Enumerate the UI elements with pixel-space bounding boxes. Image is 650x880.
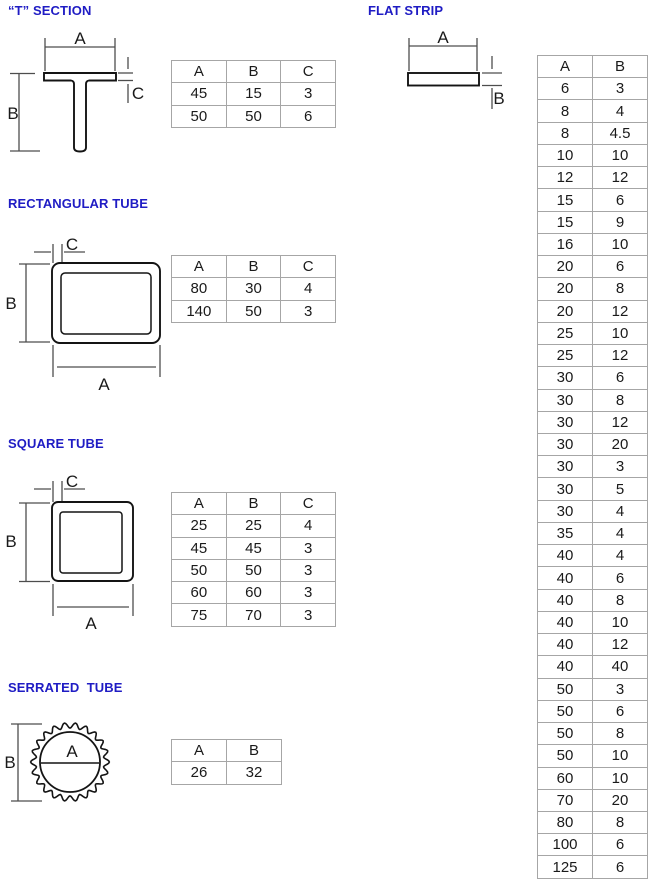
dim-label-b: B xyxy=(493,89,505,108)
table-cell: 140 xyxy=(172,300,227,322)
table-cell: 30 xyxy=(538,456,593,478)
dim-label-b: B xyxy=(4,753,16,772)
table-row xyxy=(538,389,648,411)
table-cell: 32 xyxy=(227,762,282,784)
table-cell: 9 xyxy=(593,211,648,233)
table-cell: 25 xyxy=(172,515,227,537)
table-cell: 12 xyxy=(538,167,593,189)
table-cell: 50 xyxy=(172,559,227,581)
table-cell: 35 xyxy=(538,522,593,544)
table-cell: 6 xyxy=(593,367,648,389)
table-row xyxy=(538,167,648,189)
table-cell: 10 xyxy=(593,144,648,166)
table-cell: 30 xyxy=(538,389,593,411)
table-row xyxy=(538,478,648,500)
table-row xyxy=(172,604,336,626)
column-header: B xyxy=(226,61,281,83)
table-row xyxy=(538,545,648,567)
table-row xyxy=(172,537,336,559)
table-row xyxy=(172,278,336,300)
table-cell: 6 xyxy=(593,189,648,211)
table-cell: 12 xyxy=(593,300,648,322)
table-cell: 12 xyxy=(593,167,648,189)
column-header: B xyxy=(226,493,281,515)
table-cell: 8 xyxy=(593,811,648,833)
table-row xyxy=(538,656,648,678)
table-cell: 30 xyxy=(538,500,593,522)
table-cell: 40 xyxy=(538,567,593,589)
table-cell: 26 xyxy=(172,762,227,784)
column-header: A xyxy=(172,740,227,762)
table-cell: 6 xyxy=(593,834,648,856)
table-row xyxy=(538,211,648,233)
rectangular-tube-outer-shape xyxy=(52,263,160,343)
table-cell: 4 xyxy=(593,522,648,544)
table-row xyxy=(538,100,648,122)
table-cell: 6 xyxy=(593,856,648,878)
table-cell: 12 xyxy=(593,634,648,656)
table-cell: 6 xyxy=(281,105,336,127)
table-cell: 10 xyxy=(593,233,648,255)
table-cell: 30 xyxy=(538,433,593,455)
table-cell: 20 xyxy=(593,789,648,811)
table-cell: 45 xyxy=(172,83,227,105)
dim-label-c: C xyxy=(65,235,79,254)
dim-label-a: A xyxy=(437,28,449,47)
table-cell: 6 xyxy=(593,256,648,278)
column-header: C xyxy=(281,493,336,515)
flat-strip-title: FLAT STRIP xyxy=(368,3,444,18)
table-cell: 8 xyxy=(538,122,593,144)
table-row xyxy=(538,256,648,278)
table-row xyxy=(172,300,336,322)
table-row xyxy=(538,345,648,367)
table-row xyxy=(538,433,648,455)
column-header: C xyxy=(281,61,336,83)
table-row xyxy=(538,144,648,166)
table-cell: 60 xyxy=(538,767,593,789)
table-cell: 60 xyxy=(226,582,281,604)
header-row xyxy=(172,493,336,515)
table-cell: 6 xyxy=(593,567,648,589)
table-row xyxy=(538,834,648,856)
table-row xyxy=(172,762,282,784)
table-cell: 3 xyxy=(281,604,336,626)
column-header: C xyxy=(281,256,336,278)
table-cell: 12 xyxy=(593,345,648,367)
header-row xyxy=(172,740,282,762)
serrated-tube-diagram xyxy=(0,700,135,815)
table-row xyxy=(538,789,648,811)
t-profile-shape xyxy=(44,73,116,152)
column-header: B xyxy=(593,56,648,78)
column-header: B xyxy=(226,256,281,278)
square-tube-table xyxy=(171,492,336,627)
rectangular-tube-title: RECTANGULAR TUBE xyxy=(8,196,149,211)
table-cell: 3 xyxy=(593,78,648,100)
table-cell: 80 xyxy=(538,811,593,833)
table-cell: 20 xyxy=(538,300,593,322)
t-section-title: “T” SECTION xyxy=(8,3,92,18)
table-cell: 4 xyxy=(281,515,336,537)
column-header: A xyxy=(172,256,227,278)
table-row xyxy=(538,678,648,700)
table-cell: 25 xyxy=(538,345,593,367)
column-header: A xyxy=(538,56,593,78)
table-cell: 20 xyxy=(538,278,593,300)
table-cell: 50 xyxy=(538,678,593,700)
table-cell: 3 xyxy=(593,456,648,478)
table-cell: 30 xyxy=(538,478,593,500)
table-cell: 10 xyxy=(593,767,648,789)
table-row xyxy=(538,322,648,344)
table-cell: 25 xyxy=(538,322,593,344)
table-cell: 3 xyxy=(281,300,336,322)
table-cell: 45 xyxy=(172,537,227,559)
table-cell: 50 xyxy=(172,105,227,127)
table-cell: 40 xyxy=(538,634,593,656)
column-header: B xyxy=(227,740,282,762)
table-row xyxy=(538,233,648,255)
table-cell: 10 xyxy=(593,745,648,767)
table-row xyxy=(538,611,648,633)
dim-label-b: B xyxy=(5,532,17,551)
table-row xyxy=(538,856,648,878)
table-row xyxy=(538,767,648,789)
square-tube-diagram xyxy=(0,465,150,635)
table-row xyxy=(538,567,648,589)
table-row xyxy=(538,634,648,656)
table-row xyxy=(538,300,648,322)
table-row xyxy=(172,559,336,581)
header-row xyxy=(172,61,336,83)
table-cell: 10 xyxy=(538,144,593,166)
dim-label-a: A xyxy=(98,375,110,394)
table-row xyxy=(538,745,648,767)
table-row xyxy=(538,589,648,611)
header-row xyxy=(538,56,648,78)
table-row xyxy=(172,105,336,127)
t-section-table xyxy=(171,60,336,128)
table-cell: 50 xyxy=(226,300,281,322)
rectangular-tube-diagram xyxy=(0,230,170,395)
table-cell: 4 xyxy=(281,278,336,300)
table-row xyxy=(538,278,648,300)
table-row xyxy=(538,367,648,389)
serrated-tube-table xyxy=(171,739,282,785)
table-cell: 4 xyxy=(593,500,648,522)
table-cell: 3 xyxy=(281,582,336,604)
table-cell: 80 xyxy=(172,278,227,300)
table-cell: 8 xyxy=(593,589,648,611)
table-cell: 3 xyxy=(281,83,336,105)
table-cell: 50 xyxy=(538,700,593,722)
table-row xyxy=(538,811,648,833)
square-tube-outer-shape xyxy=(52,502,133,581)
table-cell: 70 xyxy=(226,604,281,626)
t-section-dimension-lines xyxy=(10,38,133,151)
table-cell: 15 xyxy=(538,211,593,233)
table-cell: 10 xyxy=(593,611,648,633)
dim-label-c: C xyxy=(131,84,145,103)
flat-strip-diagram xyxy=(390,25,515,120)
table-cell: 10 xyxy=(593,322,648,344)
table-cell: 15 xyxy=(226,83,281,105)
table-cell: 6 xyxy=(593,700,648,722)
table-row xyxy=(538,522,648,544)
table-row xyxy=(172,582,336,604)
serrated-tube-title: SERRATED TUBE xyxy=(8,680,123,695)
table-cell: 3 xyxy=(281,559,336,581)
header-row xyxy=(172,256,336,278)
dim-label-a: A xyxy=(74,29,86,48)
table-cell: 40 xyxy=(538,589,593,611)
dim-label-a: A xyxy=(85,614,97,633)
square-tube-title: SQUARE TUBE xyxy=(8,436,104,451)
table-row xyxy=(172,83,336,105)
table-cell: 5 xyxy=(593,478,648,500)
table-cell: 8 xyxy=(593,723,648,745)
t-section-diagram xyxy=(5,28,155,163)
table-cell: 60 xyxy=(172,582,227,604)
column-header: A xyxy=(172,61,227,83)
table-cell: 8 xyxy=(538,100,593,122)
rectangular-tube-table xyxy=(171,255,336,323)
table-cell: 25 xyxy=(226,515,281,537)
table-cell: 6 xyxy=(538,78,593,100)
table-cell: 15 xyxy=(538,189,593,211)
table-cell: 70 xyxy=(538,789,593,811)
dim-label-a: A xyxy=(66,742,78,761)
flat-strip-shape xyxy=(408,73,479,86)
table-cell: 20 xyxy=(538,256,593,278)
table-cell: 8 xyxy=(593,278,648,300)
table-cell: 40 xyxy=(538,545,593,567)
table-cell: 50 xyxy=(226,105,281,127)
table-row xyxy=(538,456,648,478)
table-cell: 12 xyxy=(593,411,648,433)
table-cell: 40 xyxy=(538,611,593,633)
dim-label-b: B xyxy=(7,104,19,123)
flat-strip-table xyxy=(537,55,648,879)
table-cell: 30 xyxy=(226,278,281,300)
table-cell: 40 xyxy=(538,656,593,678)
table-cell: 50 xyxy=(538,745,593,767)
table-cell: 30 xyxy=(538,411,593,433)
table-cell: 50 xyxy=(538,723,593,745)
table-cell: 45 xyxy=(226,537,281,559)
table-cell: 50 xyxy=(226,559,281,581)
dim-label-b: B xyxy=(5,294,17,313)
table-cell: 4.5 xyxy=(593,122,648,144)
table-cell: 8 xyxy=(593,389,648,411)
table-row xyxy=(538,500,648,522)
table-cell: 30 xyxy=(538,367,593,389)
table-cell: 20 xyxy=(593,433,648,455)
dim-label-c: C xyxy=(65,472,79,491)
table-row xyxy=(538,189,648,211)
table-cell: 16 xyxy=(538,233,593,255)
table-cell: 125 xyxy=(538,856,593,878)
table-cell: 75 xyxy=(172,604,227,626)
table-cell: 3 xyxy=(593,678,648,700)
table-cell: 3 xyxy=(281,537,336,559)
table-row xyxy=(538,78,648,100)
table-cell: 4 xyxy=(593,100,648,122)
table-row xyxy=(172,515,336,537)
table-row xyxy=(538,122,648,144)
table-cell: 40 xyxy=(593,656,648,678)
table-cell: 4 xyxy=(593,545,648,567)
table-row xyxy=(538,723,648,745)
column-header: A xyxy=(172,493,227,515)
table-cell: 100 xyxy=(538,834,593,856)
table-row xyxy=(538,700,648,722)
table-row xyxy=(538,411,648,433)
serrated-inner-circle xyxy=(40,732,100,792)
